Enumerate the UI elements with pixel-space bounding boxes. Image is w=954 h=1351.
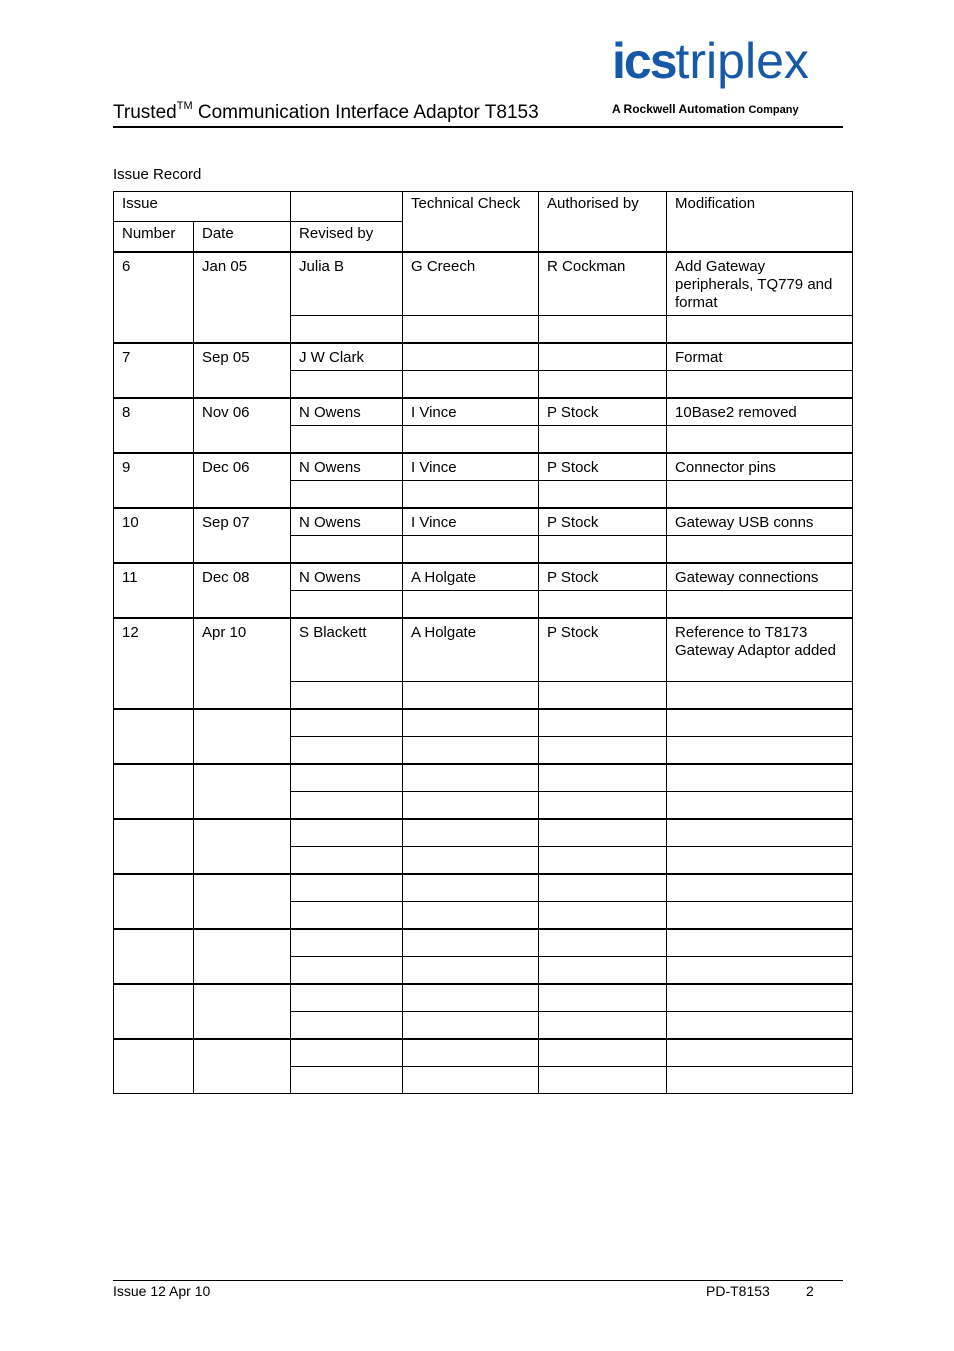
cell-number: 7 (114, 343, 194, 398)
cell-date (194, 764, 291, 819)
cell-authorised-by (539, 1039, 667, 1067)
cell-modification-sub (667, 1012, 853, 1040)
cell-modification (667, 709, 853, 737)
footer-rule (113, 1280, 843, 1281)
table-row (114, 398, 853, 426)
cell-authorised-by-sub (539, 792, 667, 820)
cell-number: 10 (114, 508, 194, 563)
cell-modification (667, 764, 853, 792)
cell-technical-check-sub (403, 957, 539, 985)
table-row (114, 764, 853, 792)
cell-modification-sub (667, 316, 853, 344)
cell-modification (667, 984, 853, 1012)
cell-technical-check-sub (403, 902, 539, 930)
cell-authorised-by-sub (539, 682, 667, 710)
cell-revised-by: N Owens (291, 453, 403, 481)
cell-number (114, 874, 194, 929)
cell-technical-check (403, 929, 539, 957)
cell-technical-check (403, 343, 539, 371)
cell-revised-by (291, 764, 403, 792)
cell-revised-by-sub (291, 371, 403, 399)
cell-revised-by-sub (291, 1012, 403, 1040)
footer-page-number: 2 (806, 1283, 814, 1299)
cell-revised-by-sub (291, 481, 403, 509)
cell-modification-sub (667, 792, 853, 820)
cell-authorised-by-sub (539, 591, 667, 619)
title-prefix: Trusted (113, 102, 177, 123)
cell-revised-by-sub (291, 957, 403, 985)
cell-modification-sub (667, 682, 853, 710)
cell-authorised-by (539, 874, 667, 902)
cell-revised-by: N Owens (291, 563, 403, 591)
ics-triplex-logo (612, 33, 844, 120)
cell-date (194, 819, 291, 874)
footer-doc-id: PD-T8153 (706, 1283, 770, 1299)
cell-revised-by-sub (291, 1067, 403, 1094)
issue-group-header: Issue (114, 192, 291, 222)
cell-modification: Gateway USB conns (667, 508, 853, 536)
cell-revised-by-sub (291, 316, 403, 344)
table-row (114, 563, 853, 591)
cell-number: 6 (114, 252, 194, 343)
cell-technical-check: I Vince (403, 453, 539, 481)
cell-authorised-by-sub (539, 536, 667, 564)
table-row (114, 252, 853, 316)
cell-date (194, 984, 291, 1039)
cell-technical-check (403, 984, 539, 1012)
cell-revised-by (291, 929, 403, 957)
cell-authorised-by (539, 929, 667, 957)
issue-record-table (113, 191, 853, 1094)
cell-authorised-by: P Stock (539, 453, 667, 481)
footer-issue: Issue 12 Apr 10 (113, 1283, 211, 1299)
cell-number: 11 (114, 563, 194, 618)
header-blank-revised (291, 192, 403, 222)
logo-tagline (612, 102, 799, 116)
cell-number (114, 709, 194, 764)
cell-modification-sub (667, 902, 853, 930)
cell-technical-check-sub (403, 316, 539, 344)
cell-authorised-by: P Stock (539, 618, 667, 682)
cell-modification-sub (667, 591, 853, 619)
header-rule (113, 126, 843, 128)
cell-authorised-by-sub (539, 1067, 667, 1094)
cell-technical-check (403, 764, 539, 792)
cell-technical-check-sub (403, 371, 539, 399)
cell-revised-by-sub (291, 902, 403, 930)
cell-technical-check-sub (403, 1067, 539, 1094)
cell-revised-by (291, 1039, 403, 1067)
table-row (114, 453, 853, 481)
logo-tagline-main: A Rockwell Automation (612, 102, 746, 116)
cell-authorised-by: P Stock (539, 563, 667, 591)
cell-technical-check (403, 709, 539, 737)
cell-technical-check: G Creech (403, 252, 539, 316)
cell-technical-check-sub (403, 847, 539, 875)
cell-modification (667, 819, 853, 847)
cell-modification (667, 874, 853, 902)
cell-technical-check: I Vince (403, 398, 539, 426)
cell-modification: Format (667, 343, 853, 371)
cell-revised-by-sub (291, 847, 403, 875)
cell-revised-by (291, 874, 403, 902)
cell-modification: 10Base2 removed (667, 398, 853, 426)
cell-number (114, 984, 194, 1039)
cell-date: Jan 05 (194, 252, 291, 343)
cell-revised-by-sub (291, 792, 403, 820)
cell-revised-by: S Blackett (291, 618, 403, 682)
cell-number: 8 (114, 398, 194, 453)
table-row (114, 508, 853, 536)
cell-authorised-by (539, 764, 667, 792)
cell-authorised-by: R Cockman (539, 252, 667, 316)
cell-technical-check-sub (403, 481, 539, 509)
cell-date: Dec 08 (194, 563, 291, 618)
cell-revised-by-sub (291, 536, 403, 564)
cell-technical-check: A Holgate (403, 563, 539, 591)
cell-authorised-by-sub (539, 1012, 667, 1040)
cell-authorised-by-sub (539, 847, 667, 875)
cell-technical-check-sub (403, 737, 539, 765)
logo-tagline-company: Company (748, 104, 799, 116)
cell-modification: Reference to T8173 Gateway Adaptor added (667, 618, 853, 682)
cell-technical-check (403, 874, 539, 902)
cell-technical-check: A Holgate (403, 618, 539, 682)
document-title (113, 100, 539, 124)
cell-authorised-by-sub (539, 481, 667, 509)
cell-modification-sub (667, 536, 853, 564)
cell-technical-check: I Vince (403, 508, 539, 536)
table-row (114, 618, 853, 682)
cell-date: Sep 07 (194, 508, 291, 563)
title-suffix: Communication Interface Adaptor T8153 (197, 102, 539, 123)
table-row (114, 984, 853, 1012)
logo-bold-text: ics (612, 33, 676, 89)
cell-authorised-by (539, 984, 667, 1012)
cell-number (114, 1039, 194, 1094)
cell-date (194, 709, 291, 764)
cell-date: Sep 05 (194, 343, 291, 398)
cell-revised-by (291, 819, 403, 847)
cell-modification-sub (667, 371, 853, 399)
cell-authorised-by-sub (539, 737, 667, 765)
cell-date: Apr 10 (194, 618, 291, 709)
cell-revised-by (291, 984, 403, 1012)
cell-authorised-by (539, 819, 667, 847)
cell-revised-by-sub (291, 737, 403, 765)
cell-revised-by: J W Clark (291, 343, 403, 371)
table-row (114, 874, 853, 902)
cell-modification-sub (667, 737, 853, 765)
cell-technical-check (403, 819, 539, 847)
cell-authorised-by (539, 709, 667, 737)
cell-revised-by-sub (291, 682, 403, 710)
cell-modification-sub (667, 957, 853, 985)
cell-number (114, 929, 194, 984)
header-number: Number (114, 222, 194, 253)
cell-modification-sub (667, 426, 853, 454)
cell-technical-check-sub (403, 792, 539, 820)
cell-technical-check-sub (403, 426, 539, 454)
cell-date (194, 874, 291, 929)
cell-revised-by: Julia B (291, 252, 403, 316)
table-row (114, 709, 853, 737)
table-row (114, 819, 853, 847)
cell-authorised-by: P Stock (539, 508, 667, 536)
cell-revised-by (291, 709, 403, 737)
header-authorised-by: Authorised by (539, 192, 667, 253)
cell-date (194, 929, 291, 984)
cell-authorised-by-sub (539, 902, 667, 930)
table-header-row-1 (114, 192, 853, 222)
cell-authorised-by: P Stock (539, 398, 667, 426)
cell-number: 12 (114, 618, 194, 709)
cell-modification (667, 1039, 853, 1067)
cell-revised-by: N Owens (291, 398, 403, 426)
section-label: Issue Record (113, 166, 202, 183)
cell-date (194, 1039, 291, 1094)
table-row (114, 1039, 853, 1067)
cell-revised-by-sub (291, 426, 403, 454)
header-technical-check: Technical Check (403, 192, 539, 253)
cell-date: Nov 06 (194, 398, 291, 453)
header-revised-by: Revised by (291, 222, 403, 253)
cell-technical-check-sub (403, 536, 539, 564)
cell-modification-sub (667, 481, 853, 509)
cell-authorised-by (539, 343, 667, 371)
cell-modification-sub (667, 847, 853, 875)
header-modification: Modification (667, 192, 853, 253)
cell-technical-check (403, 1039, 539, 1067)
cell-modification-sub (667, 1067, 853, 1094)
cell-authorised-by-sub (539, 957, 667, 985)
header-date: Date (194, 222, 291, 253)
cell-revised-by: N Owens (291, 508, 403, 536)
cell-modification (667, 929, 853, 957)
table-row (114, 343, 853, 371)
cell-revised-by-sub (291, 591, 403, 619)
trademark-mark: TM (176, 100, 193, 112)
issue-record-body (114, 192, 853, 1094)
logo-wordmark (612, 33, 809, 89)
cell-technical-check-sub (403, 682, 539, 710)
cell-date: Dec 06 (194, 453, 291, 508)
cell-modification: Add Gateway peripherals, TQ779 and format (667, 252, 853, 316)
cell-authorised-by-sub (539, 371, 667, 399)
table-row (114, 929, 853, 957)
cell-number (114, 764, 194, 819)
cell-number (114, 819, 194, 874)
cell-technical-check-sub (403, 591, 539, 619)
cell-modification: Gateway connections (667, 563, 853, 591)
cell-authorised-by-sub (539, 316, 667, 344)
logo-light-text: triplex (675, 33, 809, 89)
cell-number: 9 (114, 453, 194, 508)
cell-authorised-by-sub (539, 426, 667, 454)
cell-technical-check-sub (403, 1012, 539, 1040)
cell-modification: Connector pins (667, 453, 853, 481)
